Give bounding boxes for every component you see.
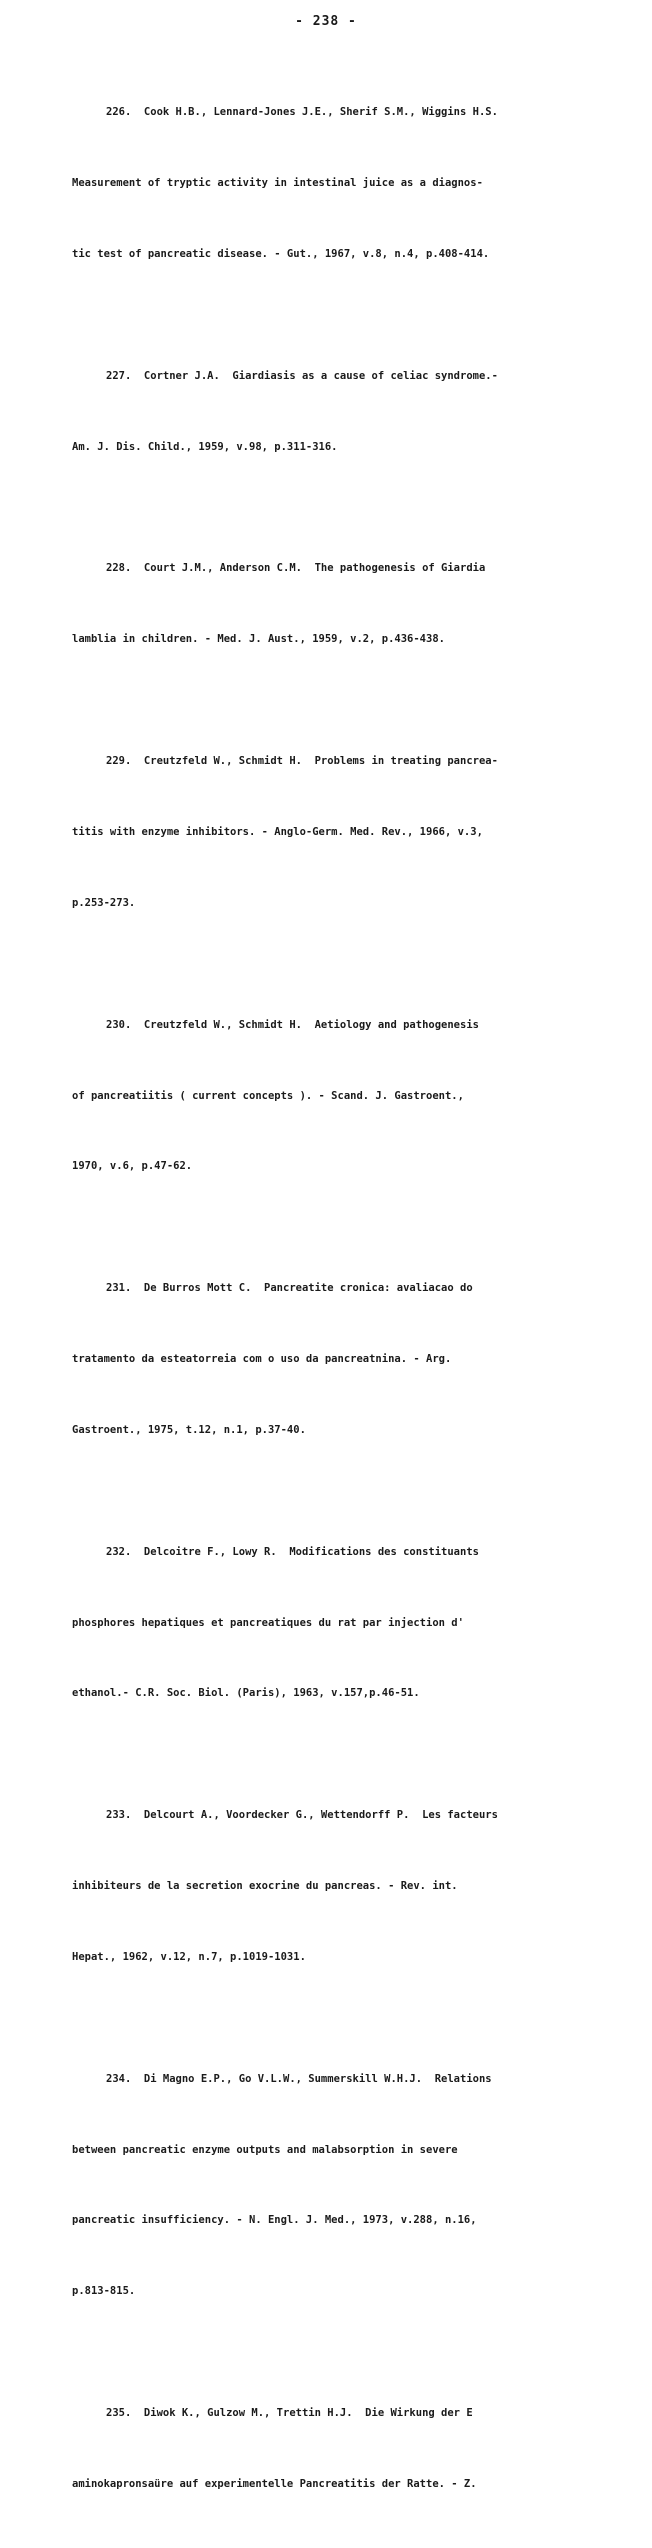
reference-line: Measurement of tryptic activity in intestinal juice as a diagnos- (72, 176, 483, 189)
reference-line: 1970, v.6, p.47-62. (72, 1160, 193, 1173)
reference-line: ethanol.- C.R. Soc. Biol. (Paris), 1963, v.157,p.46-51. (72, 1687, 420, 1700)
reference-entry (72, 2021, 632, 2351)
reference-line: 231. De Burros Mott C. Pancreatite cronica: avaliacao do (106, 1282, 473, 1295)
reference-line: Hepat., 1962, v.12, n.7, p.1019-1031. (72, 1950, 306, 1963)
reference-entry (72, 318, 632, 507)
reference-line: p.253-273. (72, 896, 136, 909)
reference-line: Am. J. Dis. Child., 1959, v.98, p.311-316. (72, 440, 338, 453)
reference-line: between pancreatic enzyme outputs and malabsorption in severe (72, 2143, 458, 2156)
reference-line: 233. Delcourt A., Voordecker G., Wettendorff P. Les facteurs (106, 1809, 498, 1822)
reference-line: Gastroent., 1975, t.12, n.1, p.37-40. (72, 1423, 306, 1436)
reference-line: 226. Cook H.B., Lennard-Jones J.E., Sherif S.M., Wiggins H.S. (106, 106, 498, 119)
reference-list (72, 54, 632, 2548)
reference-entry (72, 967, 632, 1227)
reference-line: 232. Delcoitre F., Lowy R. Modifications des constituants (106, 1545, 479, 1558)
reference-line: tratamento da esteatorreia com o uso da pancreatnina. - Arg. (72, 1353, 452, 1366)
reference-line: 227. Cortner J.A. Giardiasis as a cause of celiac syndrome.- (106, 369, 498, 382)
reference-line: aminokapronsaüre auf experimentelle Pancreatitis der Ratte. - Z. (72, 2477, 477, 2490)
reference-entry (72, 703, 632, 963)
page-number: - 238 - (295, 14, 357, 29)
reference-line: inhibiteurs de la secretion exocrine du pancreas. - Rev. int. (72, 1880, 458, 1893)
reference-line: titis with enzyme inhibitors. - Anglo-Germ. Med. Rev., 1966, v.3, (72, 826, 483, 838)
reference-line: lamblia in children. - Med. J. Aust., 1959, v.2, p.436-438. (72, 633, 445, 646)
reference-entry (72, 1757, 632, 2017)
reference-entry (72, 1494, 632, 1754)
reference-line: 234. Di Magno E.P., Go V.L.W., Summerskill W.H.J. Relations (106, 2072, 492, 2085)
reference-entry (72, 510, 632, 699)
reference-line: 228. Court J.M., Anderson C.M. The pathogenesis of Giardia (106, 562, 486, 575)
reference-entry (72, 1230, 632, 1490)
reference-line: 235. Diwok K., Gulzow M., Trettin H.J. Die Wirkung der E (106, 2407, 473, 2420)
reference-entry (72, 54, 632, 314)
reference-line: tic test of pancreatic disease. - Gut., 1967, v.8, n.4, p.408-414. (72, 247, 490, 260)
reference-line: p.813-815. (72, 2285, 136, 2298)
reference-line: of pancreatiitis ( current concepts ). - Scand. J. Gastroent., (72, 1089, 464, 1102)
reference-line: phosphores hepatiques et pancreatiques du rat par injection d' (72, 1616, 464, 1629)
reference-entry (72, 2355, 632, 2544)
reference-line: 230. Creutzfeld W., Schmidt H. Aetiology and pathogenesis (106, 1018, 479, 1031)
reference-line: 229. Creutzfeld W., Schmidt H. Problems in treating pancrea- (106, 755, 498, 768)
reference-line: pancreatic insufficiency. - N. Engl. J. Med., 1973, v.288, n.16, (72, 2214, 477, 2227)
